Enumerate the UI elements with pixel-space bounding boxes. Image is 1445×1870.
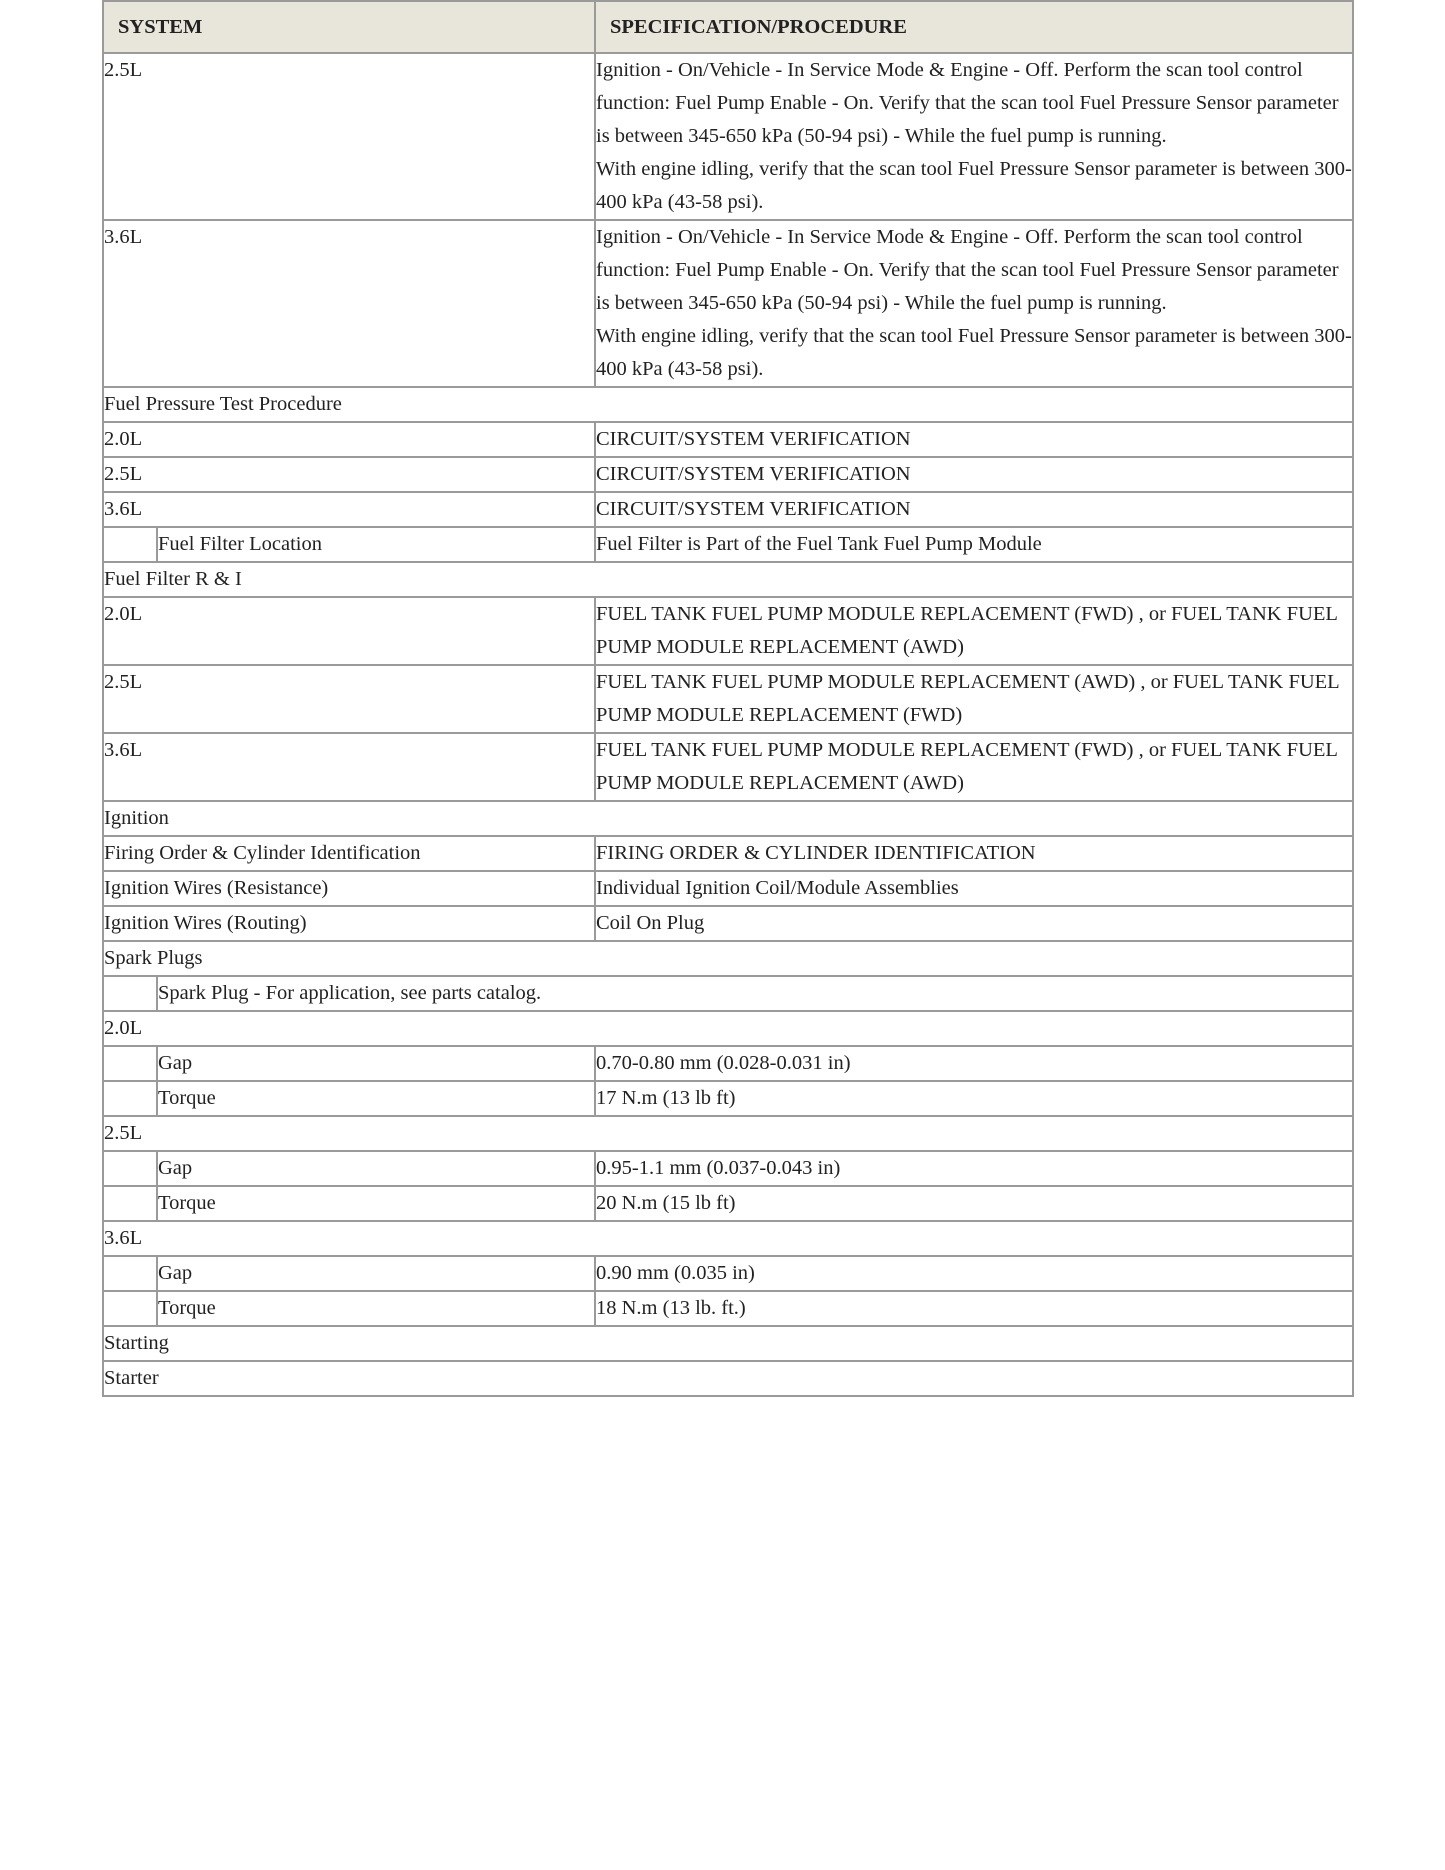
section-label: Fuel Pressure Test Procedure bbox=[103, 387, 1353, 422]
table-row bbox=[103, 1116, 1353, 1151]
parameter-label: Gap bbox=[157, 1151, 595, 1186]
table-row bbox=[103, 665, 1353, 733]
item-label: Ignition Wires (Routing) bbox=[103, 906, 595, 941]
spec-value: 0.90 mm (0.035 in) bbox=[595, 1256, 1353, 1291]
table-row bbox=[103, 976, 1353, 1011]
engine-label: 2.5L bbox=[103, 665, 595, 733]
table-row bbox=[103, 836, 1353, 871]
system-column-header: SYSTEM bbox=[103, 1, 595, 53]
table-row bbox=[103, 562, 1353, 597]
procedure-cell bbox=[595, 665, 1353, 733]
procedure-text: CIRCUIT/SYSTEM VERIFICATION bbox=[596, 428, 911, 450]
parameter-label: Gap bbox=[157, 1046, 595, 1081]
engine-label: 3.6L bbox=[103, 220, 595, 387]
spec-value: 18 N.m (13 lb. ft.) bbox=[595, 1291, 1353, 1326]
engine-label: 2.5L bbox=[103, 53, 595, 220]
procedure-text: CIRCUIT/SYSTEM VERIFICATION bbox=[596, 498, 911, 520]
indent-cell bbox=[103, 1256, 157, 1291]
procedure-cell bbox=[595, 492, 1353, 527]
section-label: Starter bbox=[103, 1361, 1353, 1396]
indent-cell bbox=[103, 976, 157, 1011]
section-label: 3.6L bbox=[103, 1221, 1353, 1256]
table-row bbox=[103, 492, 1353, 527]
procedure-text: CIRCUIT/SYSTEM VERIFICATION bbox=[596, 463, 911, 485]
parameter-label: Torque bbox=[157, 1186, 595, 1221]
spec-value: 20 N.m (15 lb ft) bbox=[595, 1186, 1353, 1221]
spec-value: Fuel Filter is Part of the Fuel Tank Fuel Pump Module bbox=[595, 527, 1353, 562]
group-heading: Starting bbox=[103, 1326, 1353, 1361]
table-row bbox=[103, 1011, 1353, 1046]
parameter-label: Torque bbox=[157, 1081, 595, 1116]
procedure-text: With engine idling, verify that the scan tool Fuel Pressure Sensor parameter is between 300-400 kPa (43-58 psi). bbox=[596, 158, 1352, 213]
table-row bbox=[103, 597, 1353, 665]
spec-column-header: SPECIFICATION/PROCEDURE bbox=[595, 1, 1353, 53]
table-row bbox=[103, 220, 1353, 387]
indent-cell bbox=[103, 1081, 157, 1116]
procedure-text: Ignition - On/Vehicle - In Service Mode & Engine - Off. Perform the scan tool control function: Fuel Pump Enable - On. Verify that the scan tool Fuel Pressure Sensor parameter is between 345-650 kPa (50-94 psi) - While the fuel pump is running. bbox=[596, 226, 1339, 314]
spec-value: Coil On Plug bbox=[595, 906, 1353, 941]
table-row bbox=[103, 1326, 1353, 1361]
table-body bbox=[103, 53, 1353, 1396]
table-row bbox=[103, 871, 1353, 906]
engine-label: 3.6L bbox=[103, 492, 595, 527]
indent-cell bbox=[103, 527, 157, 562]
spec-value: 17 N.m (13 lb ft) bbox=[595, 1081, 1353, 1116]
table-row bbox=[103, 1291, 1353, 1326]
procedure-cell bbox=[595, 597, 1353, 665]
table-row bbox=[103, 1361, 1353, 1396]
procedure-text: FUEL TANK FUEL PUMP MODULE REPLACEMENT (FWD) , or FUEL TANK FUEL PUMP MODULE REPLACEMENT (AWD) bbox=[596, 603, 1338, 658]
table-row bbox=[103, 457, 1353, 492]
procedure-text: Ignition - On/Vehicle - In Service Mode & Engine - Off. Perform the scan tool control function: Fuel Pump Enable - On. Verify that the scan tool Fuel Pressure Sensor parameter is between 345-650 kPa (50-94 psi) - While the fuel pump is running. bbox=[596, 59, 1339, 147]
item-label: Ignition Wires (Resistance) bbox=[103, 871, 595, 906]
engine-label: 2.5L bbox=[103, 457, 595, 492]
procedure-text: FUEL TANK FUEL PUMP MODULE REPLACEMENT (AWD) , or FUEL TANK FUEL PUMP MODULE REPLACEMENT (FWD) bbox=[596, 671, 1339, 726]
procedure-cell bbox=[595, 53, 1353, 220]
table-row bbox=[103, 1081, 1353, 1116]
procedure-cell bbox=[595, 457, 1353, 492]
table-row bbox=[103, 801, 1353, 836]
table-row bbox=[103, 906, 1353, 941]
spec-value: FIRING ORDER & CYLINDER IDENTIFICATION bbox=[595, 836, 1353, 871]
spec-value: 0.70-0.80 mm (0.028-0.031 in) bbox=[595, 1046, 1353, 1081]
table-row bbox=[103, 422, 1353, 457]
spec-value: Individual Ignition Coil/Module Assemblies bbox=[595, 871, 1353, 906]
table-row bbox=[103, 387, 1353, 422]
procedure-text: With engine idling, verify that the scan tool Fuel Pressure Sensor parameter is between 300-400 kPa (43-58 psi). bbox=[596, 325, 1352, 380]
table-row bbox=[103, 1256, 1353, 1291]
table-row bbox=[103, 1186, 1353, 1221]
section-label: Fuel Filter R & I bbox=[103, 562, 1353, 597]
indent-cell bbox=[103, 1291, 157, 1326]
procedure-cell bbox=[595, 220, 1353, 387]
procedure-cell bbox=[595, 422, 1353, 457]
engine-label: 3.6L bbox=[103, 733, 595, 801]
note-text: Spark Plug - For application, see parts catalog. bbox=[157, 976, 1353, 1011]
indent-cell bbox=[103, 1151, 157, 1186]
table-header-row bbox=[103, 1, 1353, 53]
indent-cell bbox=[103, 1186, 157, 1221]
table-row bbox=[103, 53, 1353, 220]
subsystem-label: Fuel Filter Location bbox=[157, 527, 595, 562]
procedure-cell bbox=[595, 733, 1353, 801]
group-heading: Ignition bbox=[103, 801, 1353, 836]
item-label: Firing Order & Cylinder Identification bbox=[103, 836, 595, 871]
indent-cell bbox=[103, 1046, 157, 1081]
engine-label: 2.0L bbox=[103, 597, 595, 665]
table-row bbox=[103, 941, 1353, 976]
section-label: 2.0L bbox=[103, 1011, 1353, 1046]
procedure-text: FUEL TANK FUEL PUMP MODULE REPLACEMENT (FWD) , or FUEL TANK FUEL PUMP MODULE REPLACEMENT (AWD) bbox=[596, 739, 1338, 794]
group-heading: Spark Plugs bbox=[103, 941, 1353, 976]
spec-value: 0.95-1.1 mm (0.037-0.043 in) bbox=[595, 1151, 1353, 1186]
specification-table bbox=[102, 0, 1354, 1397]
parameter-label: Torque bbox=[157, 1291, 595, 1326]
engine-label: 2.0L bbox=[103, 422, 595, 457]
section-label: 2.5L bbox=[103, 1116, 1353, 1151]
table-row bbox=[103, 1151, 1353, 1186]
table-row bbox=[103, 733, 1353, 801]
parameter-label: Gap bbox=[157, 1256, 595, 1291]
table-row bbox=[103, 1046, 1353, 1081]
table-row bbox=[103, 1221, 1353, 1256]
table-row bbox=[103, 527, 1353, 562]
